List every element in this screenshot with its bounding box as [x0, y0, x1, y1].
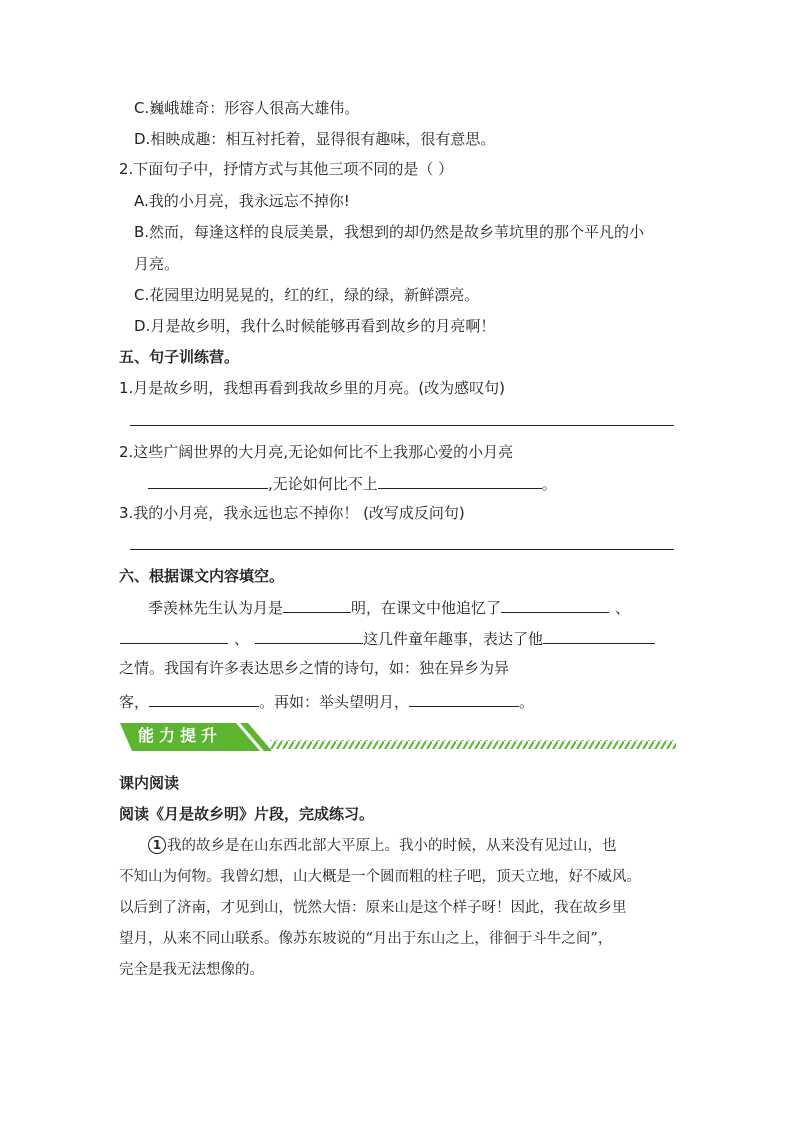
s6-line-3: 之情。我国有许多表达思乡之情的诗句，如：独在异乡为异: [119, 659, 510, 677]
s6-line-4: [119, 690, 534, 712]
blank-poem-2[interactable]: [409, 690, 519, 707]
s6-line-2: [120, 627, 655, 649]
answer-line-1[interactable]: [130, 425, 674, 426]
s6-text: 、: [234, 630, 250, 648]
section-5-heading: 五、句子训练营。: [119, 348, 240, 366]
banner-label: 能力提升: [138, 726, 223, 745]
option-c: C.巍峨雄奇：形容人很高大雄伟。: [134, 99, 360, 117]
s6-text: 。: [519, 693, 535, 711]
question-2: 2.下面句子中，抒情方式与其他三项不同的是（ ）: [119, 160, 454, 178]
s6-text: 客，: [119, 693, 150, 711]
reading-instruction: 阅读《月是故乡明》片段，完成练习。: [119, 805, 375, 823]
s5-item-2-mid: ,无论如何比不上: [268, 475, 378, 493]
passage-line-5: 完全是我无法想像的。: [119, 962, 264, 978]
passage-line-2: 不知山为何物。我曾幻想，山大概是一个圆而粗的柱子吧，顶天立地，好不威风。: [119, 869, 641, 885]
passage-text: 我的故乡是在山东西北部大平原上。我小的时候，从来没有见过山，也: [167, 838, 617, 854]
q2-option-c: C.花园里边明晃晃的，红的红，绿的绿，新鲜漂亮。: [134, 286, 480, 304]
banner-hatch-stripe: [270, 740, 676, 749]
paragraph-number: 1: [148, 836, 166, 854]
blank-event-1[interactable]: [501, 596, 609, 613]
option-d: D.相映成趣：相互衬托着，显得很有趣味，很有意思。: [134, 130, 496, 148]
s6-line-1: [148, 596, 630, 618]
q2-option-d: D.月是故乡明，我什么时候能够再看到故乡的月亮啊！: [134, 317, 496, 335]
s5-item-3: 3.我的小月亮，我永远也忘不掉你！ (改写成反问句): [119, 504, 465, 522]
blank-poem-1[interactable]: [149, 690, 259, 707]
blank-hometown[interactable]: [283, 596, 351, 613]
s5-item-1: 1.月是故乡明，我想再看到我故乡里的月亮。(改为感叹句): [119, 379, 506, 397]
passage-line-3: 以后到了济南，才见到山，恍然大悟：原来山是这个样子呀！因此，我在故乡里: [119, 900, 627, 916]
answer-line-3[interactable]: [130, 549, 674, 550]
passage-line-4: 望月，从来不同山联系。像苏东坡说的“月出于东山之上，徘徊于斗牛之间”，: [119, 931, 613, 947]
q2-option-a: A.我的小月亮，我永远忘不掉你!: [134, 192, 350, 210]
q2-option-b-line1: B.然而，每逢这样的良辰美景，我想到的却仍然是故乡苇坑里的那个平凡的小: [134, 223, 645, 241]
q2-option-b-line2: 月亮。: [134, 255, 180, 273]
blank-2a[interactable]: [148, 472, 268, 489]
section-6-heading: 六、根据课文内容填空。: [119, 567, 285, 585]
blank-event-3[interactable]: [255, 627, 363, 644]
s6-text: 。再如：举头望明月，: [259, 693, 410, 711]
passage-line-1: [148, 836, 617, 856]
s5-item-2: 2.这些广阔世界的大月亮,无论如何比不上我那心爱的小月亮: [119, 443, 514, 461]
s5-item-2-rewrite: [148, 472, 557, 494]
s6-text: 季羡林先生认为月是: [148, 599, 284, 617]
blank-2b[interactable]: [378, 472, 542, 489]
s6-text: 这几件童年趣事，表达了他: [363, 630, 544, 648]
blank-event-2[interactable]: [120, 627, 228, 644]
s5-item-2-end: 。: [541, 475, 557, 493]
s6-text: 、: [615, 599, 631, 617]
reading-title: 课内阅读: [119, 774, 180, 792]
s6-text: 明，在课文中他追忆了: [351, 599, 502, 617]
blank-feeling[interactable]: [543, 627, 655, 644]
